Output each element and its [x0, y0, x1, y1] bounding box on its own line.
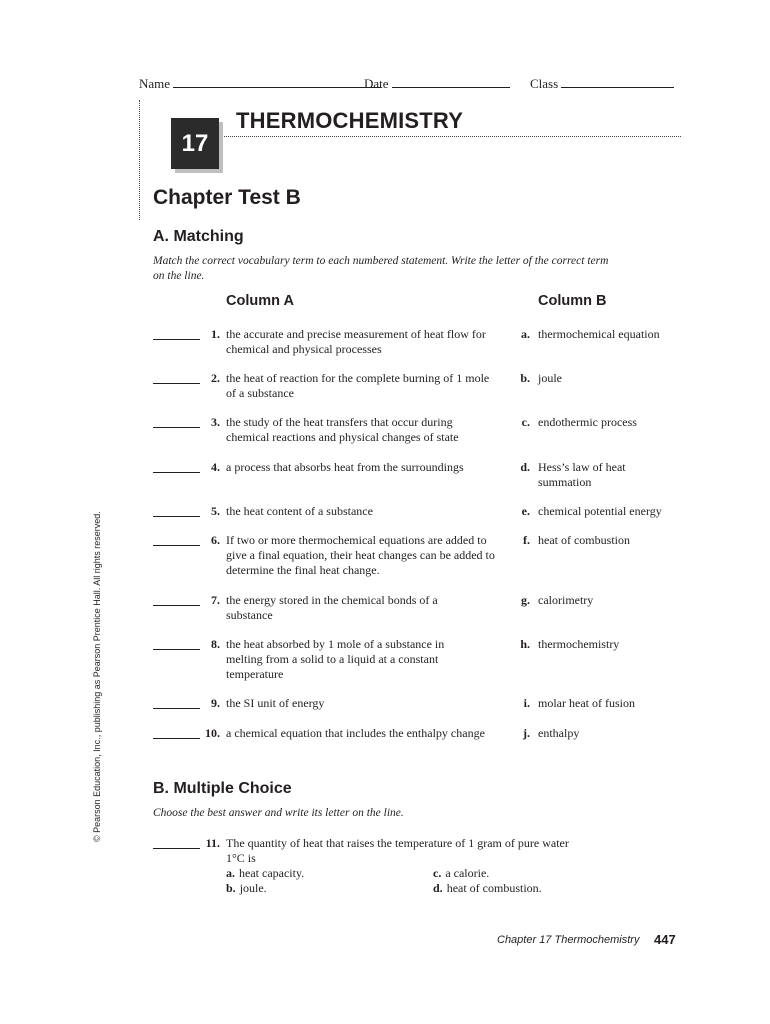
statement-number: 8.	[211, 637, 220, 651]
question-text: The quantity of heat that raises the temperature of 1 gram of pure water 1°C is	[226, 836, 569, 865]
date-line[interactable]	[392, 76, 510, 88]
statement-number: 4.	[211, 460, 220, 474]
statement-text: a process that absorbs heat from the surroundings	[226, 460, 464, 474]
option-letter: a.	[226, 866, 235, 880]
option-letter: c.	[433, 866, 442, 880]
class-field[interactable]	[530, 76, 674, 92]
class-line[interactable]	[561, 76, 674, 88]
section-b-title: B. Multiple Choice	[153, 780, 292, 797]
term-text: thermochemistry	[538, 637, 620, 651]
answer-line-1[interactable]	[153, 327, 200, 340]
question-number: 11.	[205, 836, 220, 850]
statement-text: the heat content of a substance	[226, 504, 373, 518]
term-letter: e.	[521, 504, 530, 518]
answer-line-6[interactable]	[153, 533, 200, 546]
margin-dotted-line	[139, 100, 140, 220]
statement-number: 1.	[211, 327, 220, 341]
date-label: Date	[364, 76, 389, 91]
page-number: 447	[654, 932, 676, 947]
class-label: Class	[530, 76, 559, 91]
answer-line-9[interactable]	[153, 696, 200, 709]
statement-number: 6.	[211, 533, 220, 547]
option-text: joule.	[239, 881, 267, 895]
name-field[interactable]	[139, 76, 381, 92]
statement-text: If two or more thermochemical equations are added to give a final equation, their heat changes can be added to determine the final heat change.	[226, 533, 495, 577]
title-dotted-rule	[219, 136, 681, 137]
term-letter: j.	[523, 726, 530, 740]
option-text: heat of combustion.	[446, 881, 542, 895]
chapter-number: 17	[181, 129, 209, 157]
statement-text: the study of the heat transfers that occur during chemical reactions and physical changes of state	[226, 415, 459, 444]
term-letter: f.	[523, 533, 530, 547]
term-text: chemical potential energy	[538, 504, 662, 518]
column-b-heading: Column B	[538, 293, 607, 309]
statement-number: 10.	[205, 726, 220, 740]
column-a-heading: Column A	[226, 293, 294, 309]
section-b-instructions: Choose the best answer and write its letter on the line.	[153, 807, 404, 819]
term-text: enthalpy	[538, 726, 580, 740]
answer-line-2[interactable]	[153, 371, 200, 384]
statement-text: the heat of reaction for the complete burning of 1 mole of a substance	[226, 371, 490, 400]
chapter-number-box	[171, 118, 219, 169]
term-text: endothermic process	[538, 415, 637, 429]
answer-line-4[interactable]	[153, 460, 200, 473]
name-label: Name	[139, 76, 171, 91]
statement-number: 3.	[211, 415, 220, 429]
statement-text: the SI unit of energy	[226, 696, 325, 710]
copyright-notice: © Pearson Education, Inc., publishing as Pearson Prentice Hall. All rights reserved.	[92, 511, 102, 842]
date-field[interactable]	[364, 76, 510, 92]
answer-line-7[interactable]	[153, 593, 200, 606]
term-text: Hess’s law of heat summation	[538, 460, 626, 489]
term-letter: i.	[523, 696, 530, 710]
answer-line-5[interactable]	[153, 504, 200, 517]
option-c	[433, 866, 489, 881]
statement-text: the accurate and precise measurement of heat flow for chemical and physical processes	[226, 327, 486, 356]
option-text: heat capacity.	[239, 866, 305, 880]
test-title: Chapter Test B	[153, 186, 301, 209]
running-footer: Chapter 17 Thermochemistry	[497, 934, 640, 946]
statement-number: 5.	[211, 504, 220, 518]
term-letter: b.	[520, 371, 530, 385]
term-text: molar heat of fusion	[538, 696, 635, 710]
term-letter: a.	[521, 327, 530, 341]
answer-line-8[interactable]	[153, 637, 200, 650]
section-a-title: A. Matching	[153, 228, 244, 245]
statement-number: 2.	[211, 371, 220, 385]
chapter-title: THERMOCHEMISTRY	[236, 108, 464, 133]
option-b	[226, 881, 267, 896]
answer-line-10[interactable]	[153, 726, 200, 739]
term-text: thermochemical equation	[538, 327, 660, 341]
answer-line-11[interactable]	[153, 836, 200, 849]
term-letter: h.	[520, 637, 530, 651]
statement-text: the heat absorbed by 1 mole of a substance in melting from a solid to a liquid at a constant temperature	[226, 637, 445, 681]
term-letter: g.	[521, 593, 530, 607]
term-text: joule	[538, 371, 562, 385]
term-letter: c.	[521, 415, 530, 429]
option-letter: d.	[433, 881, 443, 895]
section-a-instructions: Match the correct vocabulary term to each numbered statement. Write the letter of the correct term on the line.	[153, 255, 609, 282]
answer-line-3[interactable]	[153, 415, 200, 428]
term-text: heat of combustion	[538, 533, 630, 547]
option-text: a calorie.	[445, 866, 490, 880]
option-a	[226, 866, 304, 881]
name-line[interactable]	[173, 76, 381, 88]
term-letter: d.	[520, 460, 530, 474]
option-d	[433, 881, 542, 896]
statement-text: a chemical equation that includes the enthalpy change	[226, 726, 485, 740]
option-letter: b.	[226, 881, 236, 895]
term-text: calorimetry	[538, 593, 594, 607]
statement-number: 7.	[211, 593, 220, 607]
statement-number: 9.	[211, 696, 220, 710]
statement-text: the energy stored in the chemical bonds of a substance	[226, 593, 438, 622]
